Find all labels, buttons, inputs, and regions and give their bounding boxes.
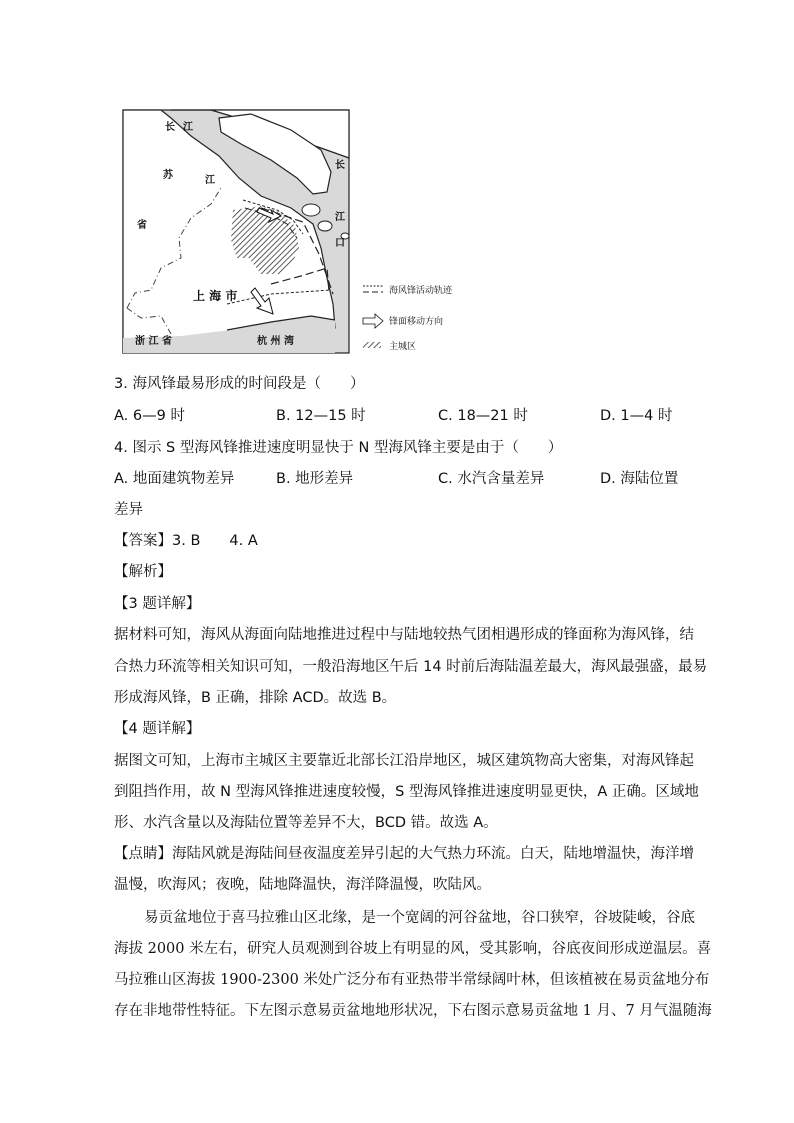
label-su: 苏	[163, 170, 173, 181]
q3-option-a: A. 6—9 时	[114, 408, 185, 424]
answer-label: 【答案】	[114, 533, 172, 549]
tip-label: 【点睛】	[114, 846, 172, 862]
island-1	[302, 204, 320, 216]
q4-detail-label: 【4 题详解】	[114, 721, 201, 737]
label-jiang-r1: 江	[205, 175, 215, 186]
q4-option-b: B. 地形差异	[276, 471, 354, 487]
legend-track: 海风锋活动轨迹	[389, 286, 453, 296]
q3-option-c: C. 18—21 时	[438, 408, 528, 424]
label-shanghai: 上 海 市	[193, 289, 238, 303]
label-chang: 长	[165, 122, 175, 133]
passage-line-3: 马拉雅山区海拔 1900-2300 米处广泛分布有亚热带半常绿阔叶林，但该植被在易贡盆地分布	[114, 972, 710, 988]
q3-stem: 3. 海风锋最易形成的时间段是（ ）	[114, 376, 365, 392]
passage-line-4: 存在非地带性特征。下左图示意易贡盆地地形状况，下右图示意易贡盆地 1 月、7 月气温随海	[114, 1003, 712, 1019]
tip-line-2: 温慢，吹海风；夜晚，陆地降温快，海洋降温慢，吹陆风。	[114, 877, 491, 893]
island-2	[318, 221, 332, 231]
q4-detail-line-1: 据图文可知，上海市主城区主要靠近北部长江沿岸地区，城区建筑物高大密集，对海风锋起	[114, 753, 694, 769]
label-zhejiang: 浙 江 省	[135, 336, 172, 347]
shanghai-map-figure	[121, 108, 461, 358]
q4-stem: 4. 图示 S 型海风锋推进速度明显快于 N 型海风锋主要是由于（ ）	[114, 440, 563, 456]
tip-line-1	[114, 842, 694, 863]
legend-urban: 主城区	[389, 342, 417, 352]
passage-line-2: 海拔 2000 米左右，研究人员观测到谷坡上有明显的风，受其影响，谷底夜间形成逆温层。喜	[114, 941, 712, 957]
label-sheng: 省	[137, 220, 147, 231]
q3-detail-line-2: 合热力环流等相关知识可知，一般沿海地区午后 14 时前后海陆温差最大，海风最强盛，最易	[114, 659, 708, 675]
legend-direction: 锋面移动方向	[389, 317, 444, 327]
tip-text-1: 海陆风就是海陆间昼夜温度差异引起的大气热力环流。白天，陆地增温快，海洋增	[172, 846, 694, 862]
analysis-label: 【解析】	[114, 564, 172, 580]
q4-option-c: C. 水汽含量差异	[438, 471, 545, 487]
q4-option-d: D. 海陆位置	[600, 471, 679, 487]
label-chang-r: 长	[335, 160, 345, 171]
label-kou: 口	[335, 238, 345, 249]
q3-detail-line-1: 据材料可知，海风从海面向陆地推进过程中与陆地较热气团相遇形成的锋面称为海风锋，结	[114, 627, 694, 643]
label-jiang-r2: 江	[335, 212, 345, 223]
answer-line	[114, 529, 258, 550]
q3-detail-line-3: 形成海风锋，B 正确，排除 ACD。故选 B。	[114, 690, 397, 706]
label-hangzhouwan: 杭 州 湾	[257, 336, 294, 347]
q3-option-d: D. 1—4 时	[600, 408, 673, 424]
q3-detail-label: 【3 题详解】	[114, 596, 201, 612]
q4-detail-line-3: 形、水汽含量以及海陆位置等差异不大，BCD 错。故选 A。	[114, 815, 498, 831]
q4-detail-line-2: 到阻挡作用，故 N 型海风锋推进速度较慢，S 型海风锋推进速度明显更快，A 正确。区域地	[114, 784, 699, 800]
map-legend	[363, 284, 453, 352]
q4-option-a: A. 地面建筑物差异	[114, 471, 235, 487]
answer-text: 3. B 4. A	[172, 533, 258, 549]
q4-option-d-cont: 差异	[114, 502, 143, 518]
passage-line-1: 易贡盆地位于喜马拉雅山区北缘，是一个宽阔的河谷盆地，谷口狭窄，谷坡陡峻，谷底	[144, 910, 695, 926]
q3-option-b: B. 12—15 时	[276, 408, 366, 424]
label-jiang: 江	[183, 122, 193, 133]
